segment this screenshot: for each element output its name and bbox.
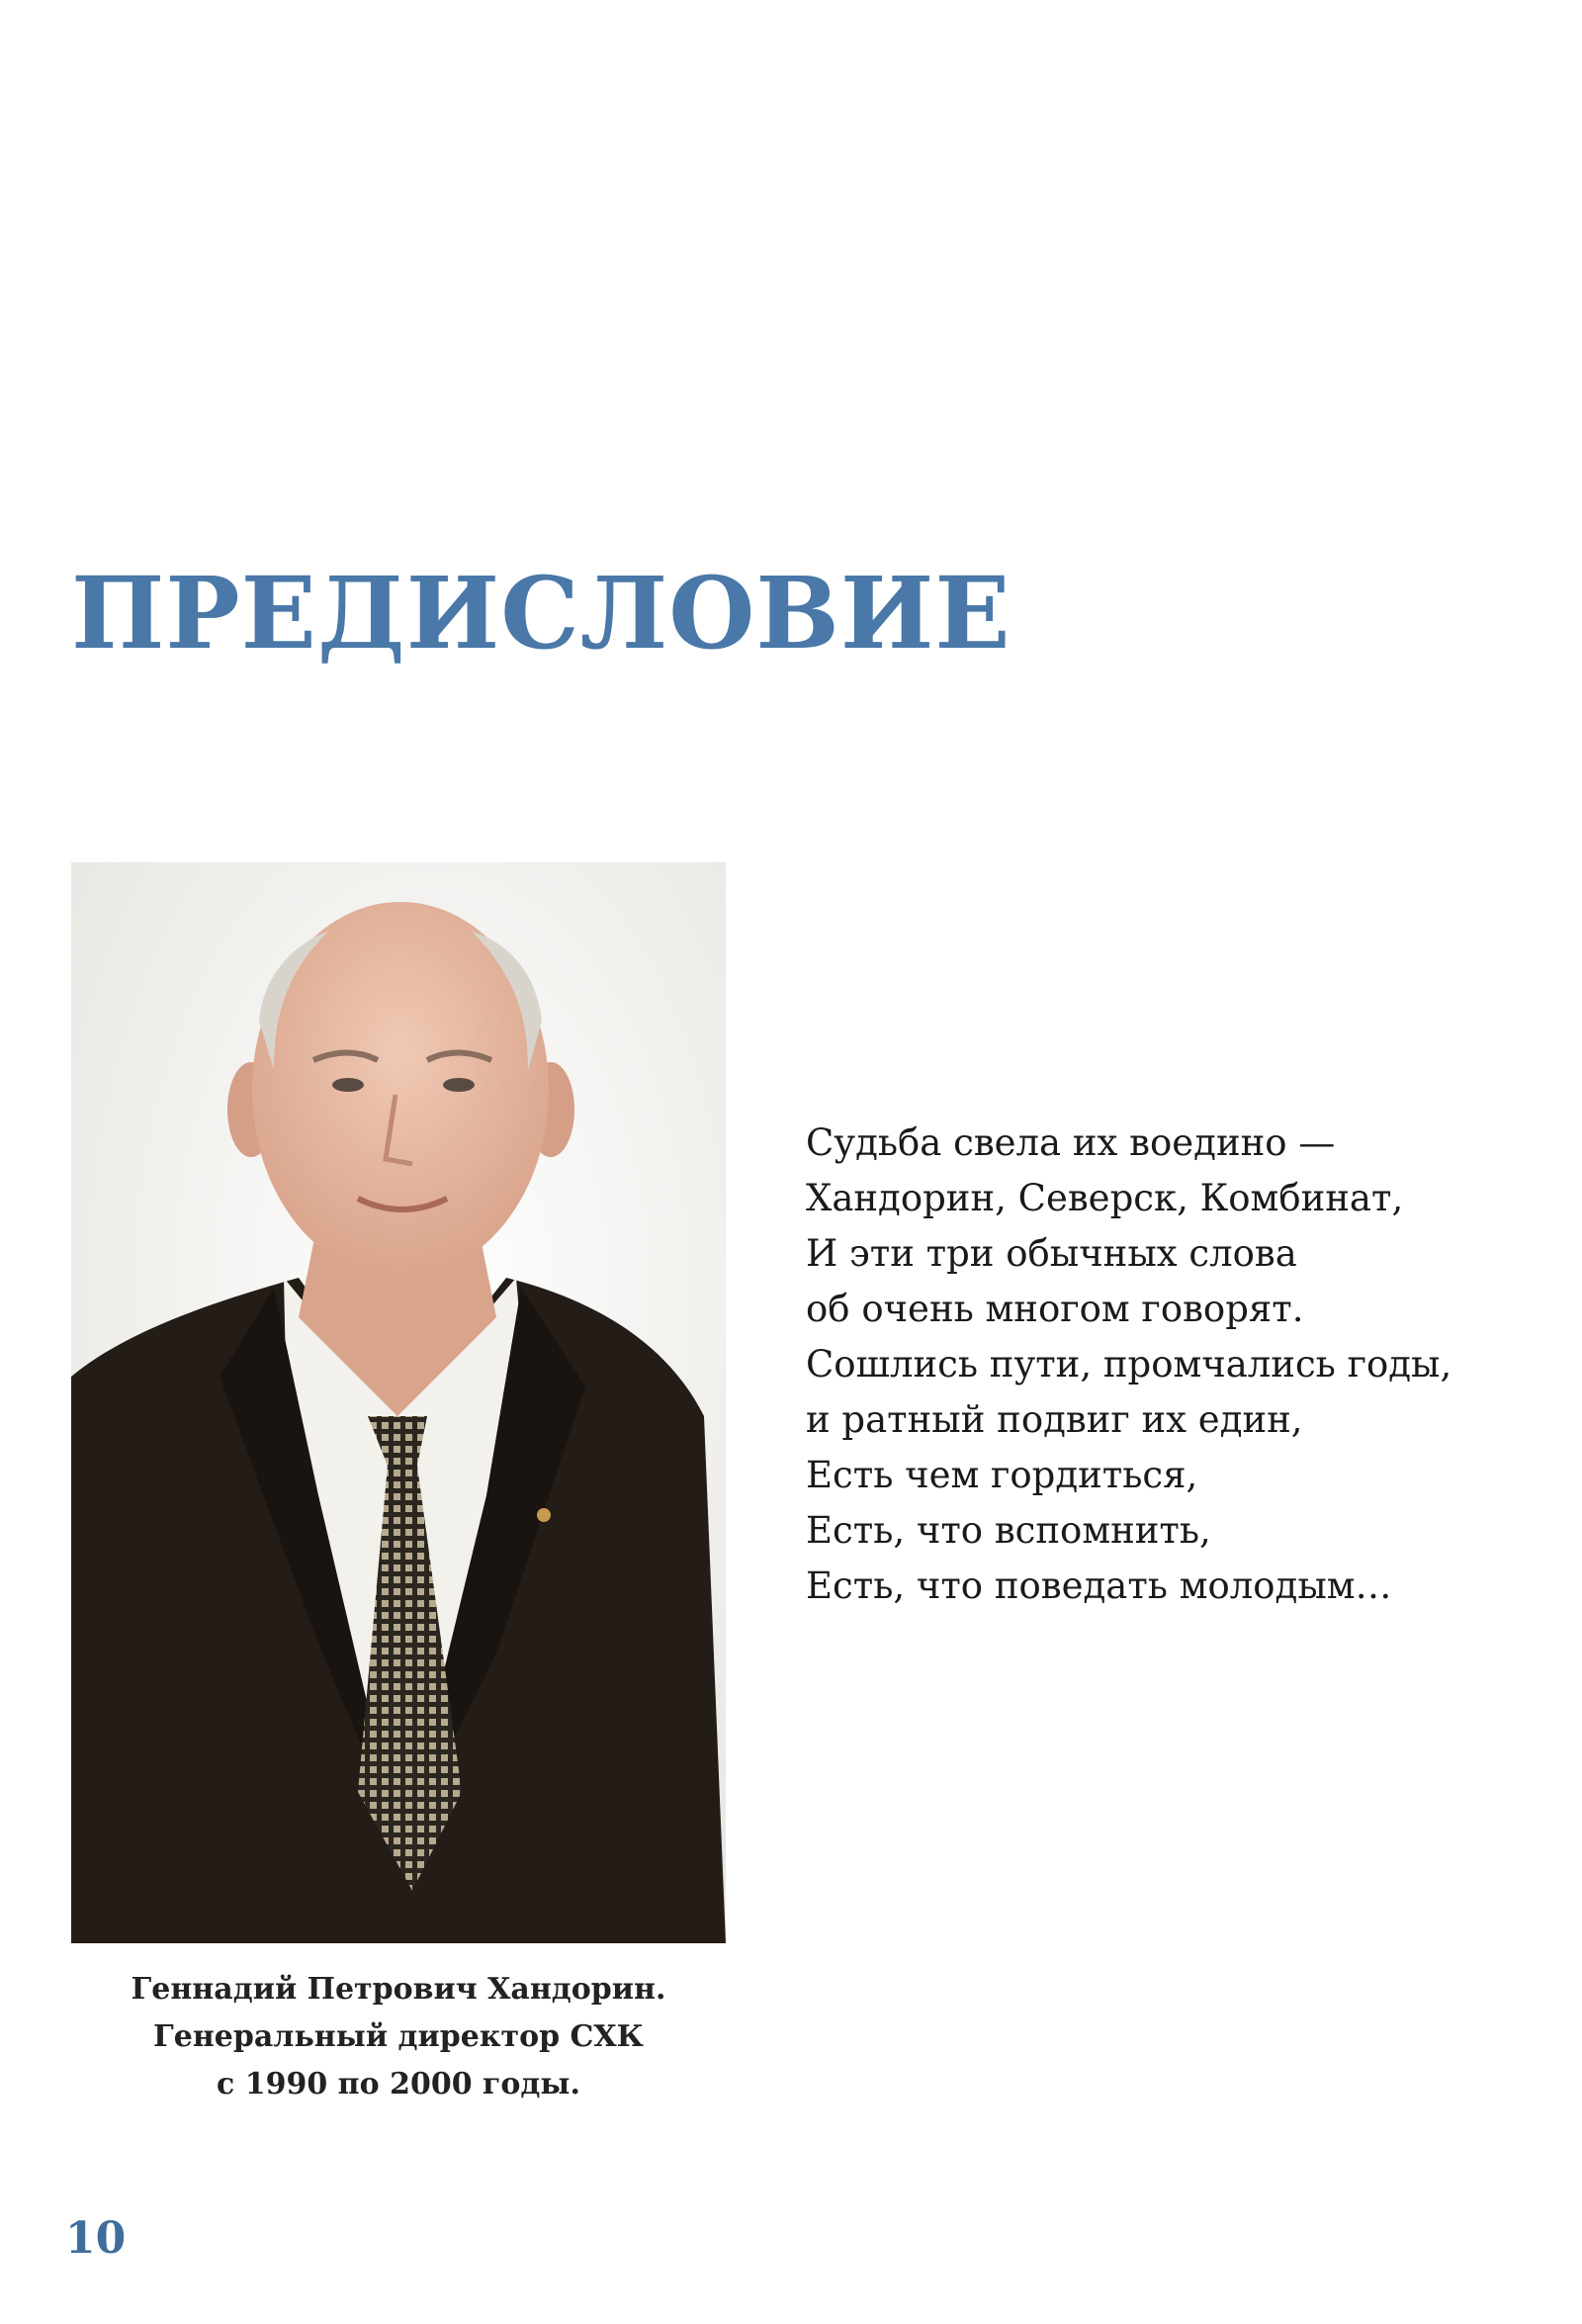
photo-caption: [71, 1966, 726, 2108]
poem-line: Есть, что поведать молодым…: [806, 1564, 1392, 1607]
caption-line: Геннадий Петрович Хандорин.: [131, 1972, 666, 2007]
poem-line: Есть чем гордиться,: [806, 1454, 1198, 1496]
poem-line: Хандорин, Северск, Комбинат,: [806, 1177, 1404, 1219]
caption-line: с 1990 по 2000 годы.: [217, 2067, 580, 2101]
caption-line: Генеральный директор СХК: [153, 2019, 644, 2054]
poem-line: Судьба свела их воедино —: [806, 1121, 1336, 1164]
page-title: ПРЕДИСЛОВИЕ: [71, 555, 1011, 671]
portrait-photo: [71, 862, 726, 1943]
page-number: 10: [65, 2213, 127, 2264]
poem-line: и ратный подвиг их един,: [806, 1398, 1303, 1441]
poem-line: Есть, что вспомнить,: [806, 1509, 1211, 1552]
poem: [806, 1116, 1538, 1614]
poem-line: об очень многом говорят.: [806, 1288, 1304, 1330]
poem-line: И эти три обычных слова: [806, 1232, 1297, 1275]
poem-line: Сошлись пути, промчались годы,: [806, 1343, 1452, 1385]
portrait-illustration: [71, 862, 726, 1943]
